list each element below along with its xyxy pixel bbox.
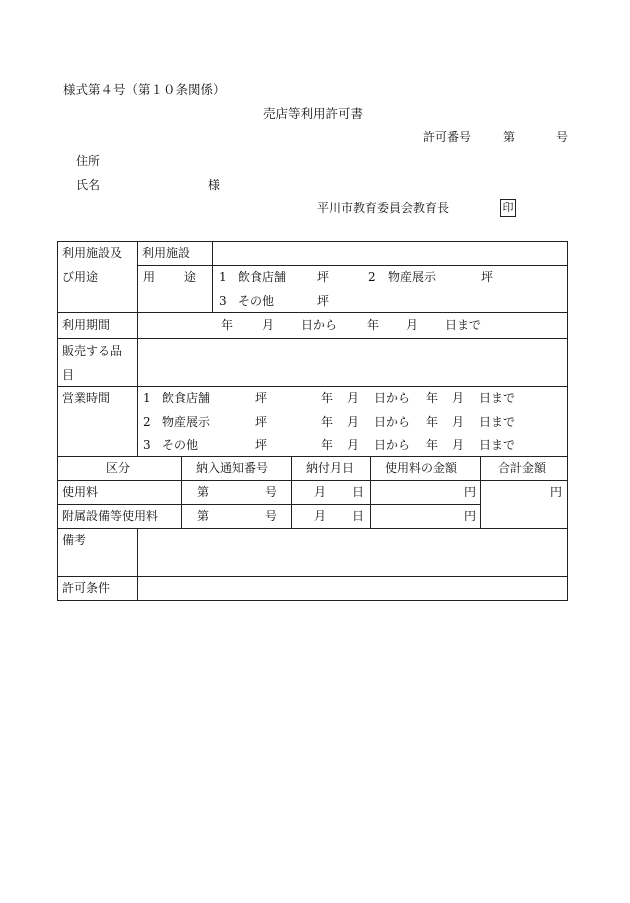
purpose-1-unit: 坪 [317, 270, 330, 284]
col-total: 合計金額 [498, 461, 547, 475]
document-title: 売店等利用許可書 [263, 106, 364, 121]
equipment-row-yen: 円 [464, 509, 477, 523]
goods-label-2: 目 [62, 368, 75, 382]
purpose-3-unit: 坪 [317, 294, 330, 308]
conditions-label: 許可条件 [62, 581, 111, 595]
hours-row-3-year2: 年 [426, 438, 439, 452]
purpose-label-a: 用 [143, 270, 156, 284]
purpose-3-no: 3 [219, 294, 227, 308]
seal-mark: 印 [500, 199, 516, 217]
purpose-3-name: その他 [238, 294, 275, 308]
equipment-row-go: 号 [265, 509, 278, 523]
hours-row-3-month: 月 [347, 438, 360, 452]
hours-row-2-until: 日まで [479, 415, 516, 429]
hours-row-3-month2: 月 [452, 438, 465, 452]
equipment-row-month: 月 [314, 509, 327, 523]
col-fee-amount: 使用料の金額 [385, 461, 458, 475]
hours-row-3-until: 日まで [479, 438, 516, 452]
period-from-month: 月 [262, 318, 275, 332]
period-to-month: 月 [406, 318, 419, 332]
fee-row-go: 号 [265, 485, 278, 499]
hours-row-2-from: 日から [374, 415, 411, 429]
hours-row-3-name: その他 [162, 438, 199, 452]
facility-label: 利用施設 [142, 246, 191, 260]
purpose-1-name: 飲食店舗 [238, 270, 287, 284]
period-to-year: 年 [367, 318, 380, 332]
hours-label: 営業時間 [62, 391, 111, 405]
hours-row-3-unit: 坪 [255, 438, 268, 452]
hours-row-3-from: 日から [374, 438, 411, 452]
permit-number-label: 許可番号 [423, 130, 472, 144]
hours-row-1-month: 月 [347, 391, 360, 405]
purpose-2-name: 物産展示 [388, 270, 437, 284]
equipment-row-day: 日 [352, 509, 365, 523]
col-payment-date: 納付月日 [306, 461, 355, 475]
period-from-day: 日から [301, 318, 338, 332]
fee-row-day: 日 [352, 485, 365, 499]
period-from-year: 年 [221, 318, 234, 332]
hours-row-2-year2: 年 [426, 415, 439, 429]
fee-row-label: 使用料 [62, 485, 99, 499]
fee-row-month: 月 [314, 485, 327, 499]
hours-row-2-month: 月 [347, 415, 360, 429]
purpose-2-unit: 坪 [481, 270, 494, 284]
hours-row-2-year: 年 [321, 415, 334, 429]
hours-row-1-unit: 坪 [255, 391, 268, 405]
hours-row-1-year2: 年 [426, 391, 439, 405]
hours-row-3-no: 3 [143, 438, 151, 452]
facility-purpose-label: 利用施設及 [62, 246, 123, 260]
col-category: 区分 [106, 461, 131, 475]
purpose-label-b: 途 [184, 270, 197, 284]
hours-row-1-until: 日まで [479, 391, 516, 405]
hours-row-2-no: 2 [143, 415, 151, 429]
goods-label: 販売する品 [62, 344, 123, 358]
fee-row-dai: 第 [197, 485, 210, 499]
permit-go: 号 [556, 130, 569, 144]
issuer: 平川市教育委員会教育長 [317, 201, 450, 215]
col-notice-number: 納入通知番号 [196, 461, 269, 475]
hours-row-1-year: 年 [321, 391, 334, 405]
form-number: 様式第４号（第１０条関係） [63, 82, 226, 97]
hours-row-2-name: 物産展示 [162, 415, 211, 429]
hours-row-3-year: 年 [321, 438, 334, 452]
hours-row-1-month2: 月 [452, 391, 465, 405]
period-to-day: 日まで [445, 318, 482, 332]
facility-purpose-label-2: び用途 [62, 270, 99, 284]
purpose-1-no: 1 [219, 270, 227, 284]
period-label: 利用期間 [62, 318, 111, 332]
total-yen: 円 [550, 485, 563, 499]
purpose-2-no: 2 [368, 270, 376, 284]
hours-row-1-name: 飲食店舗 [162, 391, 211, 405]
hours-row-2-unit: 坪 [255, 415, 268, 429]
hours-row-1-from: 日から [374, 391, 411, 405]
permit-dai: 第 [503, 130, 516, 144]
honorific: 様 [208, 178, 221, 192]
equipment-row-dai: 第 [197, 509, 210, 523]
hours-row-2-month2: 月 [452, 415, 465, 429]
remarks-label: 備考 [62, 533, 87, 547]
equipment-row-label: 附属設備等使用料 [62, 509, 159, 523]
hours-row-1-no: 1 [143, 391, 151, 405]
address-label: 住所 [76, 154, 101, 168]
name-label: 氏名 [76, 178, 101, 192]
fee-row-yen: 円 [464, 485, 477, 499]
